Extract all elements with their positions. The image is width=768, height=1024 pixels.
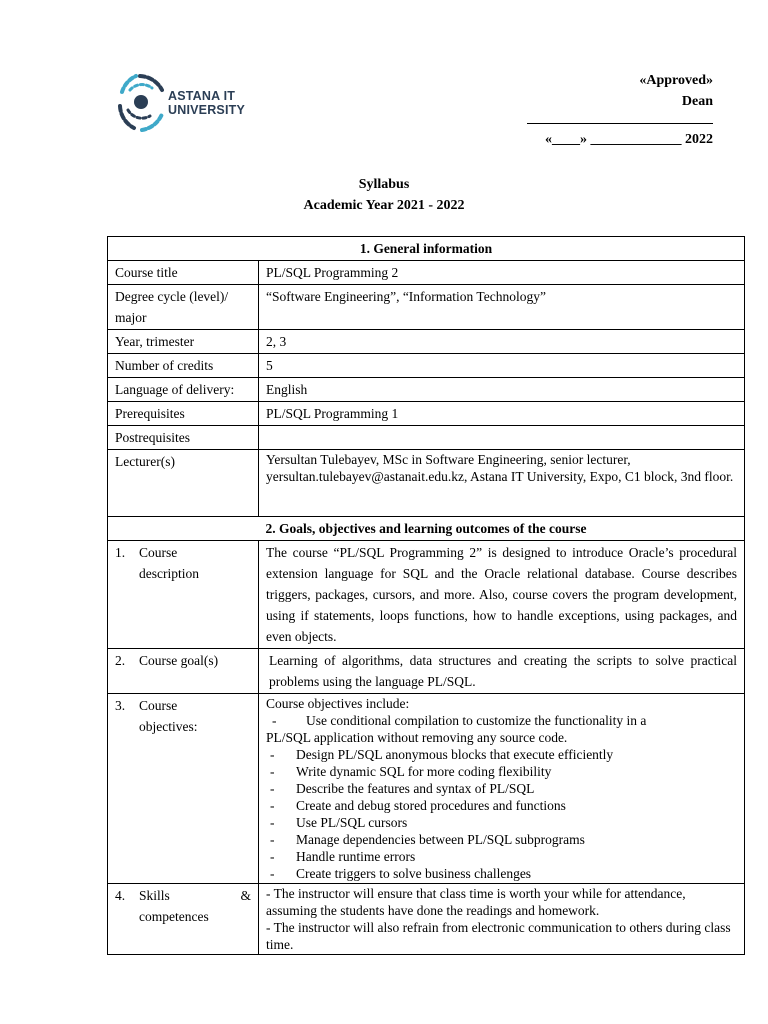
table-row (108, 541, 745, 649)
title-academic-year: Academic Year 2021 - 2022 (303, 198, 465, 213)
list-item: - Use PL/SQL cursors (270, 815, 408, 830)
skills-line-2: - The instructor will also refrain from electronic communication to others during class time. (266, 920, 731, 952)
section2-heading: 2. Goals, objectives and learning outcomes of the course (108, 517, 745, 541)
approved-label: «Approved» (639, 73, 713, 88)
syllabus-table (107, 236, 745, 955)
row-number: 3. (115, 698, 126, 713)
table-row (108, 261, 745, 285)
course-objectives (259, 694, 745, 884)
list-item: - Write dynamic SQL for more coding flexibility (270, 764, 552, 779)
table-row (108, 330, 745, 354)
table-row (108, 450, 745, 517)
table-row (108, 694, 745, 884)
row-label (108, 694, 259, 884)
row-label-text-2: competences (139, 909, 209, 924)
table-row (108, 884, 745, 955)
logo-mark-icon (116, 70, 164, 134)
row-label: Prerequisites (108, 402, 259, 426)
row-value (259, 426, 745, 450)
approval-date-line: «____» _____________ 2022 (545, 132, 713, 147)
row-label-ampersand: & (240, 888, 251, 903)
course-goal-text: Learning of algorithms, data structures and creating the scripts to solve practical problems using the language PL/SQL. (259, 649, 745, 694)
dean-label: Dean (681, 94, 713, 109)
table-row (108, 649, 745, 694)
list-item-continuation: PL/SQL application without removing any source code. (266, 730, 568, 745)
university-logo (116, 70, 256, 134)
row-label: Number of credits (108, 354, 259, 378)
row-label: Degree cycle (level)/ major (108, 285, 259, 330)
table-row (108, 354, 745, 378)
row-value: PL/SQL Programming 2 (259, 261, 745, 285)
row-value: 5 (259, 354, 745, 378)
section-heading-row (108, 517, 745, 541)
list-item: - Design PL/SQL anonymous blocks that execute efficiently (270, 747, 614, 762)
row-label-text: Course goal(s) (139, 653, 219, 668)
row-value: English (259, 378, 745, 402)
row-label-text: Skills (139, 888, 170, 903)
row-label: Lecturer(s) (108, 450, 259, 517)
row-value: PL/SQL Programming 1 (259, 402, 745, 426)
row-label: Language of delivery: (108, 378, 259, 402)
list-item: - Create triggers to solve business challenges (270, 866, 532, 881)
row-number: 2. (115, 653, 126, 668)
section1-heading: 1. General information (108, 237, 745, 261)
row-label (108, 541, 259, 649)
row-label: Postrequisites (108, 426, 259, 450)
row-label-text: Course objectives: (139, 698, 198, 734)
row-label (108, 649, 259, 694)
row-label-text: Course description (139, 545, 199, 581)
row-value: Yersultan Tulebayev, MSc in Software Engineering, senior lecturer, yersultan.tulebayev@astanait.edu.kz, Astana IT University, Expo, C1 block, 3nd floor. (259, 450, 745, 517)
approval-block (639, 70, 713, 112)
row-value: 2, 3 (259, 330, 745, 354)
table-row (108, 285, 745, 330)
list-item: - Describe the features and syntax of PL/SQL (270, 781, 535, 796)
row-number: 1. (115, 545, 126, 560)
table-row (108, 426, 745, 450)
signature-line (527, 123, 713, 124)
logo-text-line2: UNIVERSITY (168, 103, 246, 117)
title-syllabus: Syllabus (358, 177, 410, 192)
table-row (108, 402, 745, 426)
list-item: - Handle runtime errors (270, 849, 416, 864)
list-item: - Manage dependencies between PL/SQL subprograms (270, 832, 585, 847)
skills-competences (259, 884, 745, 955)
skills-line-1: - The instructor will ensure that class time is worth your while for attendance, assuming the students have done the readings and homework. (266, 886, 686, 918)
row-label: Course title (108, 261, 259, 285)
course-description-text: The course “PL/SQL Programming 2” is designed to introduce Oracle’s procedural extension language for SQL and the Oracle relational database. Course describes triggers, packages, cursors, and more. Also, course covers the program development, using if statements, loops functions, how to handle exceptions, using packages, and even objects. (259, 541, 745, 649)
list-item: - Use conditional compilation to customize the functionality in a (272, 713, 647, 728)
list-item: - Create and debug stored procedures and functions (270, 798, 566, 813)
row-label (108, 884, 259, 955)
document-title (0, 174, 768, 216)
row-value: “Software Engineering”, “Information Technology” (259, 285, 745, 330)
row-label: Year, trimester (108, 330, 259, 354)
logo-text-line1: ASTANA IT (168, 89, 236, 103)
objectives-intro: Course objectives include: (266, 696, 410, 711)
section-heading-row (108, 237, 745, 261)
table-row (108, 378, 745, 402)
row-number: 4. (115, 888, 126, 903)
